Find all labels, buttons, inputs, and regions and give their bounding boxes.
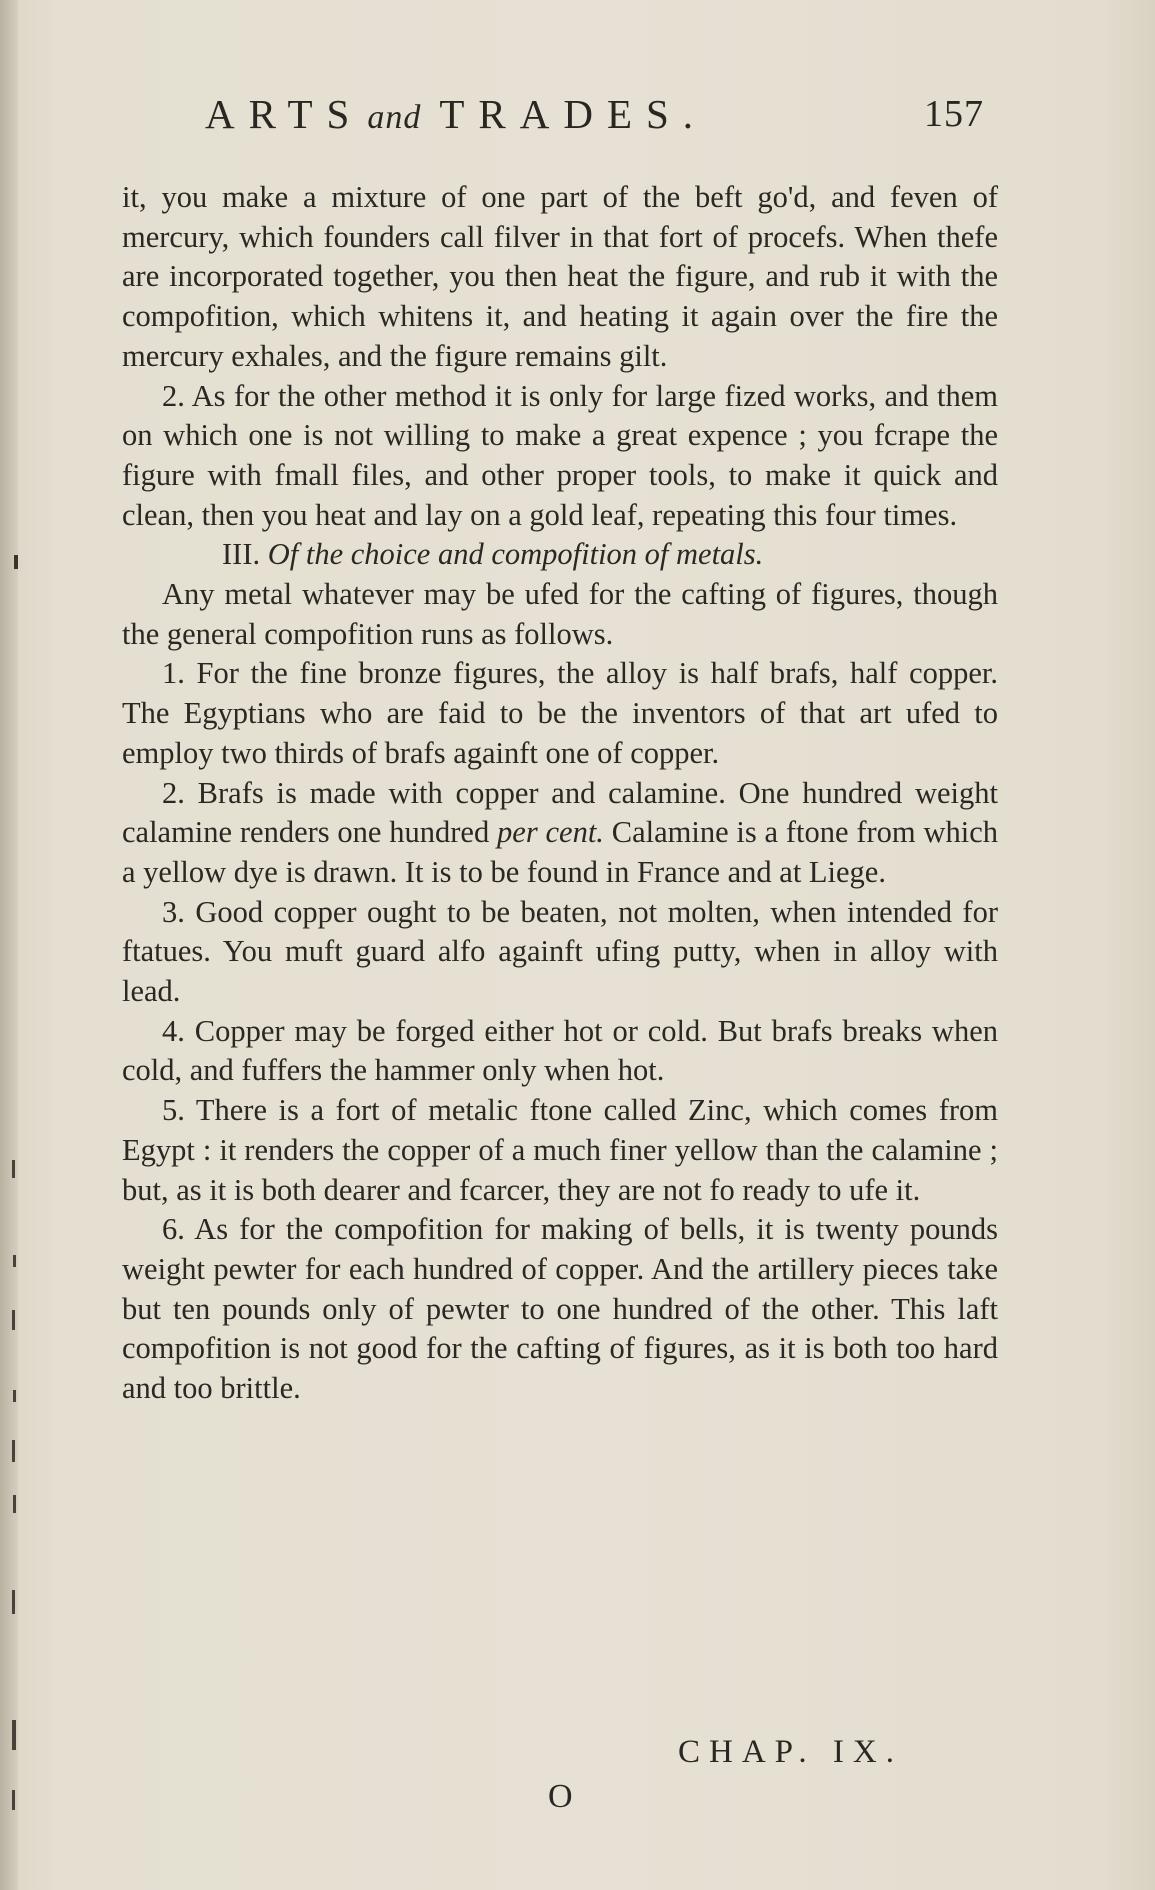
section-title: Of the choice and compofition of metals. <box>267 537 764 572</box>
signature-mark: O <box>548 1778 573 1815</box>
page-header <box>0 90 1155 150</box>
paragraph-item-2-start: 2. Brafs is made with copper and calamine. One hundred weight calamine renders one hundred <box>122 775 998 850</box>
paragraph-intro: Any metal whatever may be ufed for the cafting of figures, though the general compofition runs as follows. <box>122 577 998 651</box>
section-heading <box>122 535 998 575</box>
paragraph-item-5: 5. There is a fort of metalic ftone called Zinc, which comes from Egypt : it renders the copper of a much finer yellow than the calamine ; but, as it is both dearer and fcarcer, they are not fo ready to ufe it. <box>122 1093 998 1207</box>
running-head-right: TRADES. <box>439 91 708 137</box>
paragraph-item-2-italic: per cent. <box>497 815 604 850</box>
paragraph-item-4: 4. Copper may be forged either hot or cold. But brafs breaks when cold, and fuffers the hammer only when hot. <box>122 1013 998 1088</box>
paragraph-item-1: 1. For the fine bronze figures, the alloy is half brafs, half copper. The Egyptians who are faid to be the inventors of that art ufed to employ two thirds of brafs againft one of copper. <box>122 656 998 770</box>
paragraph-continuation: it, you make a mixture of one part of the beft go'd, and feven of mercury, which founders call filver in that fort of procefs. When thefe are incorporated together, you then heat the figure, and rub it with the compofition, which whitens it, and heating it again over the fire the mercury exhales, and the figure remains gilt. <box>122 180 998 373</box>
paragraph-item-2-end: Calamine is a ftone from which a yellow dye is drawn. It is to be found in France and at Liege. <box>122 815 998 889</box>
body-text <box>122 178 998 1409</box>
paragraph-item-6: 6. As for the compofition for making of bells, it is twenty pounds weight pewter for each hundred of copper. And the artillery pieces take but ten pounds only of pewter to one hundred of the other. This laft compofition is not good for the cafting of figures, as it is both too hard and too brittle. <box>122 1212 998 1406</box>
running-head <box>205 90 707 138</box>
section-number: III. <box>222 537 261 572</box>
running-head-left: ARTS <box>205 91 364 137</box>
page-number: 157 <box>924 93 984 135</box>
paragraph-item-3: 3. Good copper ought to be beaten, not molten, when intended for ftatues. You muft guard alfo againft ufing putty, when in alloy with lead. <box>122 894 998 1009</box>
paragraph-method-2: 2. As for the other method it is only for large fized works, and them on which one is not willing to make a great expence ; you fcrape the figure with fmall files, and other proper tools, to make it quick and clean, then you heat and lay on a gold leaf, repeating this four times. <box>122 378 998 532</box>
paragraph-item-2 <box>122 774 998 893</box>
catchword: CHAP. IX. <box>678 1734 903 1770</box>
running-head-amp: and <box>367 99 422 136</box>
binding-edge-marks <box>0 0 20 1890</box>
